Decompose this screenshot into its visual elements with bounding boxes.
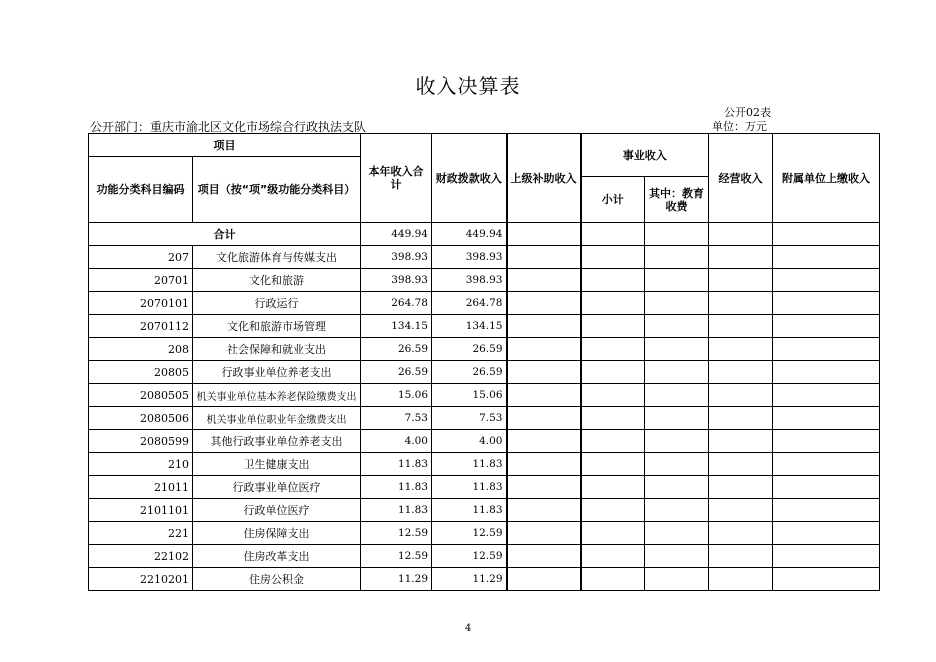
row-total: 398.93 — [361, 246, 432, 269]
header-affiliated: 附属单位上缴收入 — [773, 134, 880, 223]
empty-cell — [709, 384, 773, 407]
empty-cell — [709, 223, 773, 246]
table-row — [89, 407, 880, 430]
row-total: 15.06 — [361, 384, 432, 407]
table-row — [89, 476, 880, 499]
row-name: 住房改革支出 — [193, 545, 361, 568]
empty-cell — [645, 361, 709, 384]
row-total: 11.83 — [361, 453, 432, 476]
empty-cell — [581, 499, 645, 522]
empty-cell — [507, 223, 581, 246]
row-name: 其他行政事业单位养老支出 — [193, 430, 361, 453]
page-number: 4 — [464, 623, 472, 634]
row-name: 文化和旅游市场管理 — [193, 315, 361, 338]
row-total: 26.59 — [361, 361, 432, 384]
row-name: 行政事业单位医疗 — [193, 476, 361, 499]
row-name: 卫生健康支出 — [193, 453, 361, 476]
row-name: 文化旅游体育与传媒支出 — [193, 246, 361, 269]
unit-label: 单位：万元 — [712, 120, 767, 133]
row-name: 机关事业单位基本养老保险缴费支出 — [193, 384, 361, 407]
row-fiscal: 398.93 — [432, 269, 507, 292]
empty-cell — [773, 269, 880, 292]
empty-cell — [645, 292, 709, 315]
total-row-total: 449.94 — [361, 223, 432, 246]
table-row — [89, 315, 880, 338]
empty-cell — [581, 223, 645, 246]
empty-cell — [773, 292, 880, 315]
row-fiscal: 7.53 — [432, 407, 507, 430]
row-total: 26.59 — [361, 338, 432, 361]
empty-cell — [507, 361, 581, 384]
row-fiscal: 12.59 — [432, 545, 507, 568]
row-fiscal: 4.00 — [432, 430, 507, 453]
empty-cell — [773, 522, 880, 545]
row-code: 2080599 — [89, 430, 193, 453]
row-fiscal: 11.83 — [432, 476, 507, 499]
department-label: 公开部门：重庆市渝北区文化市场综合行政执法支队 — [90, 120, 367, 134]
row-fiscal: 15.06 — [432, 384, 507, 407]
empty-cell — [581, 545, 645, 568]
header-subtotal: 小计 — [581, 177, 645, 223]
row-fiscal: 11.29 — [432, 568, 507, 591]
empty-cell — [645, 315, 709, 338]
row-name: 行政单位医疗 — [193, 499, 361, 522]
row-fiscal: 134.15 — [432, 315, 507, 338]
table-row — [89, 545, 880, 568]
table-row — [89, 338, 880, 361]
empty-cell — [773, 338, 880, 361]
empty-cell — [645, 568, 709, 591]
empty-cell — [507, 453, 581, 476]
row-code: 20805 — [89, 361, 193, 384]
table-row — [89, 430, 880, 453]
row-code: 2210201 — [89, 568, 193, 591]
empty-cell — [581, 568, 645, 591]
row-code: 2080505 — [89, 384, 193, 407]
empty-cell — [645, 453, 709, 476]
row-fiscal: 11.83 — [432, 499, 507, 522]
header-operating: 经营收入 — [709, 134, 773, 223]
row-code: 21011 — [89, 476, 193, 499]
empty-cell — [773, 246, 880, 269]
empty-cell — [581, 522, 645, 545]
empty-cell — [645, 430, 709, 453]
empty-cell — [581, 407, 645, 430]
row-total: 4.00 — [361, 430, 432, 453]
empty-cell — [507, 476, 581, 499]
table-row — [89, 246, 880, 269]
empty-cell — [645, 384, 709, 407]
empty-cell — [645, 476, 709, 499]
empty-cell — [581, 361, 645, 384]
header-item: 项目 — [89, 134, 361, 157]
empty-cell — [645, 246, 709, 269]
header-name: 项目（按“项”级功能分类科目） — [193, 157, 361, 223]
empty-cell — [773, 384, 880, 407]
empty-cell — [581, 292, 645, 315]
empty-cell — [581, 453, 645, 476]
row-fiscal: 264.78 — [432, 292, 507, 315]
row-total: 11.83 — [361, 476, 432, 499]
total-label: 合计 — [89, 223, 361, 246]
row-code: 2070101 — [89, 292, 193, 315]
empty-cell — [507, 407, 581, 430]
header-business: 事业收入 — [581, 134, 709, 177]
row-fiscal: 26.59 — [432, 338, 507, 361]
empty-cell — [645, 407, 709, 430]
row-code: 20701 — [89, 269, 193, 292]
header-code: 功能分类科目编码 — [89, 157, 193, 223]
empty-cell — [709, 522, 773, 545]
empty-cell — [773, 476, 880, 499]
empty-cell — [773, 568, 880, 591]
form-number: 公开02表 — [724, 106, 771, 119]
empty-cell — [507, 246, 581, 269]
table-row — [89, 568, 880, 591]
empty-cell — [507, 384, 581, 407]
empty-cell — [581, 269, 645, 292]
empty-cell — [507, 568, 581, 591]
empty-cell — [507, 292, 581, 315]
table-row — [89, 522, 880, 545]
row-total: 264.78 — [361, 292, 432, 315]
empty-cell — [773, 545, 880, 568]
row-code: 221 — [89, 522, 193, 545]
row-name: 机关事业单位职业年金缴费支出 — [193, 407, 361, 430]
empty-cell — [709, 568, 773, 591]
empty-cell — [645, 499, 709, 522]
header-total: 本年收入合计 — [361, 134, 432, 223]
row-name: 行政运行 — [193, 292, 361, 315]
empty-cell — [709, 476, 773, 499]
empty-cell — [773, 499, 880, 522]
empty-cell — [773, 430, 880, 453]
row-total: 12.59 — [361, 545, 432, 568]
empty-cell — [645, 269, 709, 292]
empty-cell — [507, 522, 581, 545]
row-code: 2070112 — [89, 315, 193, 338]
row-total: 11.83 — [361, 499, 432, 522]
row-total: 7.53 — [361, 407, 432, 430]
table-row — [89, 292, 880, 315]
empty-cell — [581, 315, 645, 338]
total-row — [89, 223, 880, 246]
income-table — [88, 133, 880, 591]
empty-cell — [773, 453, 880, 476]
empty-cell — [709, 246, 773, 269]
row-code: 207 — [89, 246, 193, 269]
empty-cell — [581, 338, 645, 361]
empty-cell — [581, 476, 645, 499]
empty-cell — [507, 430, 581, 453]
empty-cell — [773, 315, 880, 338]
row-name: 行政事业单位养老支出 — [193, 361, 361, 384]
row-code: 2101101 — [89, 499, 193, 522]
empty-cell — [581, 384, 645, 407]
empty-cell — [709, 269, 773, 292]
empty-cell — [709, 315, 773, 338]
row-total: 134.15 — [361, 315, 432, 338]
row-total: 12.59 — [361, 522, 432, 545]
empty-cell — [507, 338, 581, 361]
empty-cell — [773, 407, 880, 430]
empty-cell — [645, 522, 709, 545]
empty-cell — [709, 292, 773, 315]
empty-cell — [645, 223, 709, 246]
table-row — [89, 269, 880, 292]
header-education: 其中：教育收费 — [645, 177, 709, 223]
empty-cell — [709, 499, 773, 522]
row-code: 22102 — [89, 545, 193, 568]
row-name: 社会保障和就业支出 — [193, 338, 361, 361]
table-row — [89, 499, 880, 522]
row-code: 208 — [89, 338, 193, 361]
row-fiscal: 11.83 — [432, 453, 507, 476]
row-name: 文化和旅游 — [193, 269, 361, 292]
row-fiscal: 26.59 — [432, 361, 507, 384]
row-code: 2080506 — [89, 407, 193, 430]
empty-cell — [709, 545, 773, 568]
row-name: 住房公积金 — [193, 568, 361, 591]
row-name: 住房保障支出 — [193, 522, 361, 545]
header-fiscal: 财政拨款收入 — [432, 134, 507, 223]
page-title: 收入决算表 — [415, 74, 521, 98]
empty-cell — [709, 361, 773, 384]
table-row — [89, 453, 880, 476]
empty-cell — [645, 545, 709, 568]
empty-cell — [507, 269, 581, 292]
empty-cell — [581, 246, 645, 269]
row-code: 210 — [89, 453, 193, 476]
row-total: 11.29 — [361, 568, 432, 591]
header-superior: 上级补助收入 — [507, 134, 581, 223]
table-row — [89, 361, 880, 384]
empty-cell — [507, 315, 581, 338]
empty-cell — [581, 430, 645, 453]
empty-cell — [709, 453, 773, 476]
empty-cell — [507, 499, 581, 522]
empty-cell — [773, 361, 880, 384]
row-fiscal: 398.93 — [432, 246, 507, 269]
table-row — [89, 384, 880, 407]
empty-cell — [773, 223, 880, 246]
empty-cell — [709, 430, 773, 453]
empty-cell — [645, 338, 709, 361]
total-row-fiscal: 449.94 — [432, 223, 507, 246]
empty-cell — [709, 338, 773, 361]
empty-cell — [709, 407, 773, 430]
row-fiscal: 12.59 — [432, 522, 507, 545]
row-total: 398.93 — [361, 269, 432, 292]
empty-cell — [507, 545, 581, 568]
